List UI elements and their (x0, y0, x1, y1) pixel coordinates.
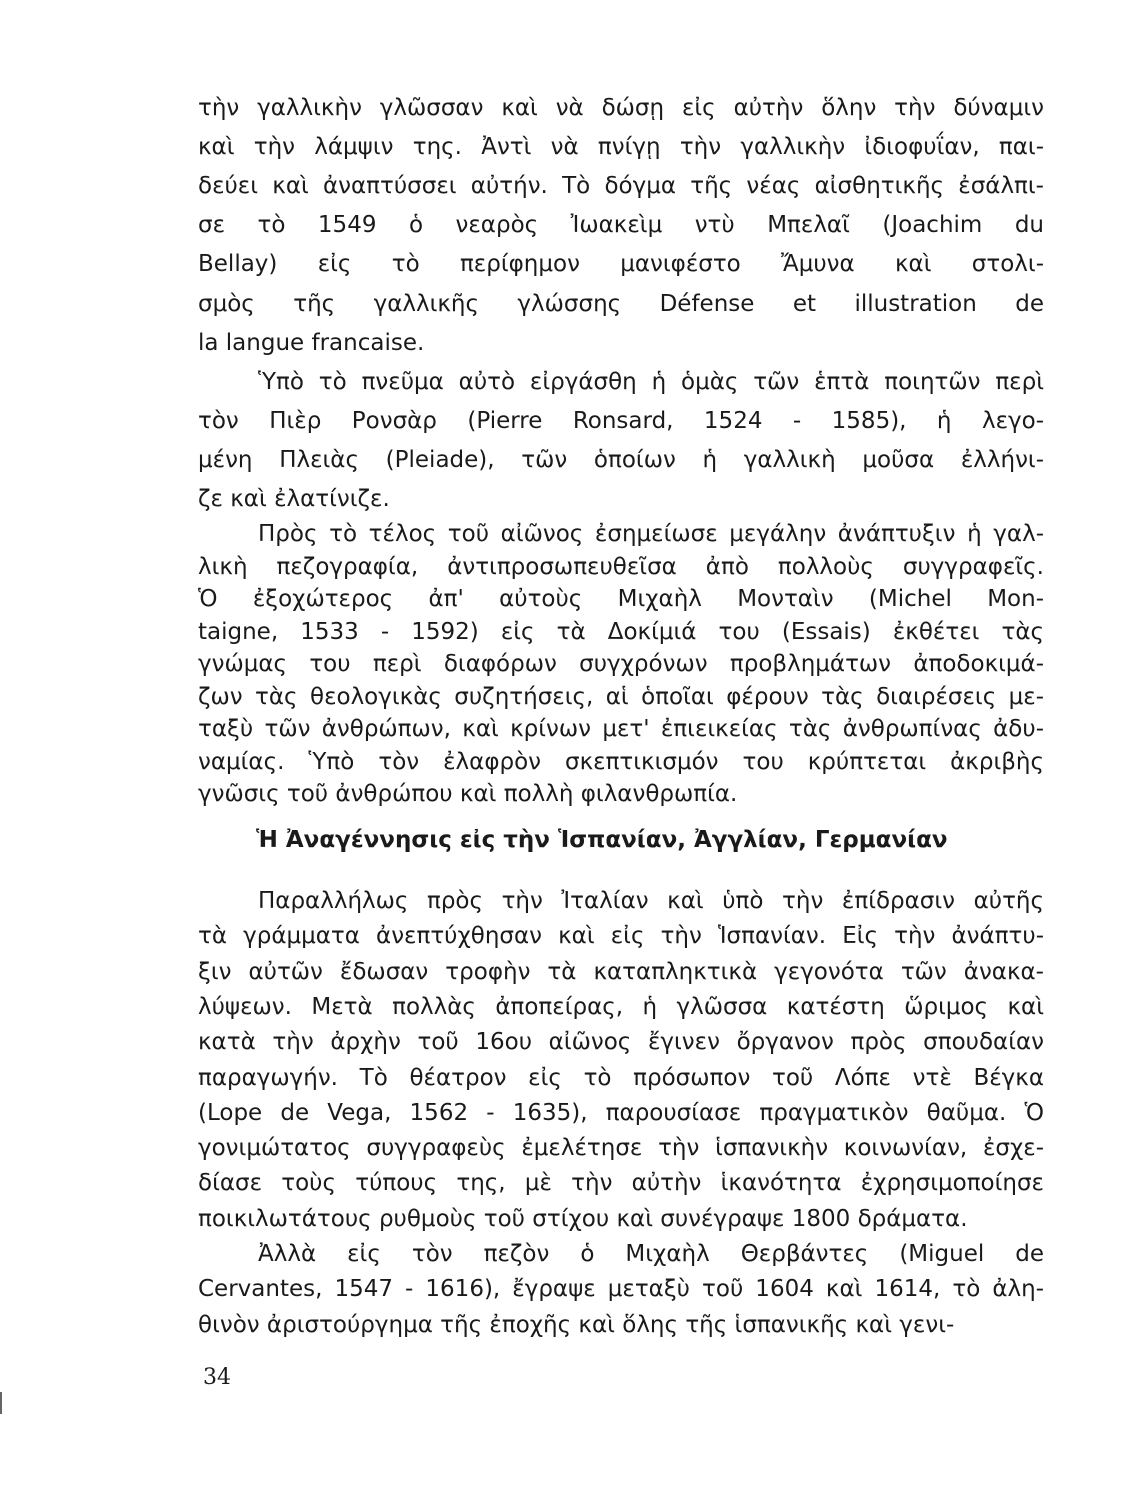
text-line: τὰ γράμματα ἀνεπτύχθησαν καὶ εἰς τὴν Ἱσπανίαν. Εἰς τὴν ἀνάπτυ- (198, 923, 1044, 950)
text-line: γνῶσις τοῦ ἀνθρώπου καὶ πολλὴ φιλανθρωπία. (198, 781, 738, 807)
text-line: Bellay) εἰς τὸ περίφημον μανιφέστο Ἄμυνα καὶ στολι- (198, 251, 1044, 278)
text-line: παραγωγήν. Τὸ θέατρον εἰς τὸ πρόσωπον τοῦ Λόπε ντὲ Βέγκα (198, 1064, 1044, 1091)
text-line: ταξὺ τῶν ἀνθρώπων, καὶ κρίνων μετ' ἐπιεικείας τὰς ἀνθρωπίνας ἀδυ- (198, 716, 1044, 742)
text-line: τὴν γαλλικὴν γλῶσσαν καὶ νὰ δώσῃ εἰς αὐτὴν ὅλην τὴν δύναμιν (198, 95, 1044, 121)
text-line: γνώμας του περὶ διαφόρων συγχρόνων προβλημάτων ἀποδοκιμά- (198, 651, 1044, 677)
text-line: γονιμώτατος συγγραφεὺς ἐμελέτησε τὴν ἱσπανικὴν κοινωνίαν, ἐσχε- (198, 1135, 1044, 1162)
text-line: κατὰ τὴν ἀρχὴν τοῦ 16ου αἰῶνος ἔγινεν ὄργανον πρὸς σπουδαίαν (198, 1029, 1044, 1056)
text-line: la langue francaise. (198, 329, 425, 356)
text-line: σε τὸ 1549 ὁ νεαρὸς Ἰωακεὶμ ντὺ Μπελαῖ (Joachim du (198, 212, 1044, 239)
text-line: λικὴ πεζογραφία, ἀντιπροσωπευθεῖσα ἀπὸ πολλοὺς συγγραφεῖς. (198, 553, 1044, 580)
page-number: 34 (203, 1365, 231, 1390)
text-line: Πρὸς τὸ τέλος τοῦ αἰῶνος ἐσημείωσε μεγάλην ἀνάπτυξιν ἡ γαλ- (258, 521, 1044, 547)
text-line: θινὸν ἀριστούργημα τῆς ἐποχῆς καὶ ὅλης τῆς ἱσπανικῆς καὶ γενι- (198, 1311, 955, 1338)
text-line: δίασε τοὺς τύπους της, μὲ τὴν αὐτὴν ἱκανότητα ἐχρησιμοποίησε (198, 1170, 1044, 1197)
text-line: ζων τὰς θεολογικὰς συζητήσεις, αἱ ὁποῖαι φέρουν τὰς διαιρέσεις με- (198, 683, 1044, 710)
text-line: καὶ τὴν λάμψιν της. Ἀντὶ νὰ πνίγῃ τὴν γαλλικὴν ἰδιοφυΐαν, παι- (198, 134, 1044, 161)
text-line: μένη Πλειὰς (Pleiade), τῶν ὁποίων ἡ γαλλικὴ μοῦσα ἐλλήνι- (198, 446, 1044, 473)
text-line: ποικιλωτάτους ρυθμοὺς τοῦ στίχου καὶ συνέγραψε 1800 δράματα. (198, 1205, 968, 1232)
text-line: ναμίας. Ὑπὸ τὸν ἐλαφρὸν σκεπτικισμόν του κρύπτεται ἀκριβὴς (198, 748, 1044, 775)
text-line: Ἀλλὰ εἰς τὸν πεζὸν ὁ Μιχαὴλ Θερβάντες (Miguel de (258, 1241, 1044, 1267)
text-line: (Lope de Vega, 1562 - 1635), παρουσίασε πραγματικὸν θαῦμα. Ὁ (198, 1099, 1044, 1126)
text-line: ξιν αὐτῶν ἔδωσαν τροφὴν τὰ καταπληκτικὰ γεγονότα τῶν ἀνακα- (198, 958, 1044, 985)
scan-edge-mark (0, 1392, 2, 1414)
text-line: σμὸς τῆς γαλλικῆς γλώσσης Défense et illustration de (198, 290, 1044, 317)
text-line: Παραλλήλως πρὸς τὴν Ἰταλίαν καὶ ὑπὸ τὴν ἐπίδρασιν αὐτῆς (258, 888, 1044, 914)
text-line: δεύει καὶ ἀναπτύσσει αὐτήν. Τὸ δόγμα τῆς νέας αἰσθητικῆς ἐσάλπι- (198, 173, 1044, 200)
text-line: τὸν Πιὲρ Ρονσὰρ (Pierre Ronsard, 1524 - 1585), ἡ λεγο- (198, 407, 1044, 434)
text-line: Ὑπὸ τὸ πνεῦμα αὐτὸ εἰργάσθη ἡ ὁμὰς τῶν ἑπτὰ ποιητῶν περὶ (258, 368, 1044, 395)
text-line: Cervantes, 1547 - 1616), ἔγραψε μεταξὺ τοῦ 1604 καὶ 1614, τὸ ἀλη- (198, 1276, 1044, 1303)
text-line: taigne, 1533 - 1592) εἰς τὰ Δοκίμιά του (Essais) ἐκθέτει τὰς (198, 618, 1044, 645)
text-line: ζε καὶ ἐλατίνιζε. (198, 486, 390, 512)
text-line: λύψεων. Μετὰ πολλὰς ἀποπείρας, ἡ γλῶσσα κατέστη ὥριμος καὶ (198, 993, 1044, 1020)
section-heading: Ἡ Ἀναγέννησις εἰς τὴν Ἱσπανίαν, Ἀγγλίαν, Γερμανίαν (256, 827, 948, 853)
text-line: Ὁ ἐξοχώτερος ἀπ' αὐτοὺς Μιχαὴλ Μονταὶν (Michel Mon- (198, 586, 1044, 612)
